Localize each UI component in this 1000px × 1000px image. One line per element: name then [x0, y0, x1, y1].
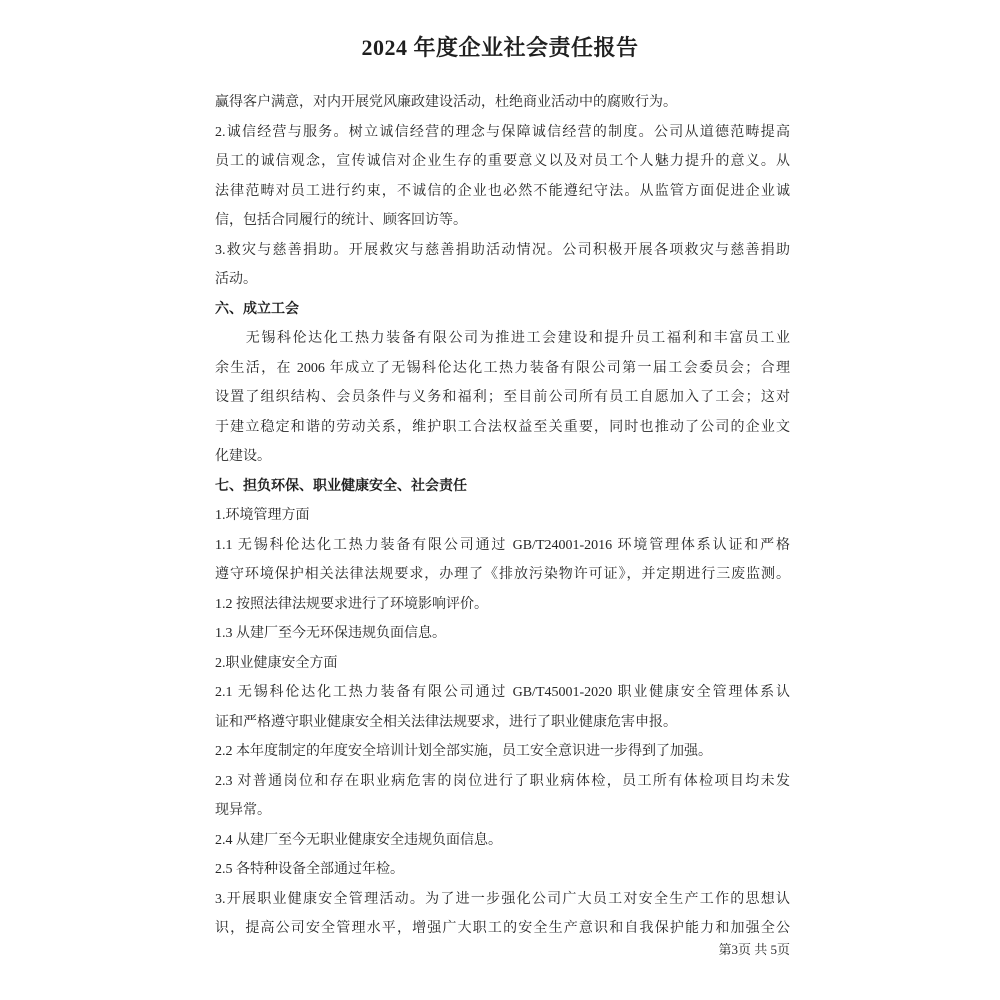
- text-line: 2.5 各特种设备全部通过年检。: [215, 862, 404, 877]
- text-line: 无锡科伦达化工热力装备有限公司为推进工会建设和提升员工福利和丰富员工业: [245, 331, 790, 346]
- text-line: 2.诚信经营与服务。树立诚信经营的理念与保障诚信经营的制度。公司从道德范畴提高: [215, 124, 790, 140]
- text-line: 六、成立工会: [215, 301, 299, 317]
- text-line: 1.3 从建厂至今无环保违规负面信息。: [215, 626, 446, 641]
- text-line: 活动。: [215, 272, 257, 287]
- text-line: 1.1 无锡科伦达化工热力装备有限公司通过 GB/T24001-2016 环境管理体系认证和严格: [215, 537, 790, 553]
- text-line: 余生活，在 2006 年成立了无锡科伦达化工热力装备有限公司第一届工会委员会；合理: [215, 360, 790, 376]
- text-line: 3.开展职业健康安全管理活动。为了进一步强化公司广大员工对安全生产工作的思想认: [215, 891, 790, 907]
- text-line: 识，提高公司安全管理水平，增强广大职工的安全生产意识和自我保护能力和加强全公: [215, 921, 790, 936]
- text-line: 赢得客户满意，对内开展党风廉政建设活动，杜绝商业活动中的腐败行为。: [215, 95, 677, 110]
- text-line: 证和严格遵守职业健康安全相关法律法规要求，进行了职业健康危害申报。: [215, 714, 677, 730]
- text-line: 信，包括合同履行的统计、顾客回访等。: [215, 213, 467, 228]
- text-line: 化建设。: [215, 449, 271, 464]
- text-line: 1.环境管理方面: [215, 508, 310, 523]
- text-line: 2.职业健康安全方面: [215, 655, 338, 671]
- text-line: 员工的诚信观念，宣传诚信对企业生存的重要意义以及对员工个人魅力提升的意义。从: [215, 154, 790, 169]
- text-line: 设置了组织结构、会员条件与义务和福利；至目前公司所有员工自愿加入了工会；这对: [215, 390, 790, 405]
- text-line: 1.2 按照法律法规要求进行了环境影响评价。: [215, 596, 488, 612]
- text-line: 法律范畴对员工进行约束，不诚信的企业也必然不能遵纪守法。从监管方面促进企业诚: [215, 183, 790, 199]
- text-line: 2.3 对普通岗位和存在职业病危害的岗位进行了职业病体检，员工所有体检项目均未发: [215, 773, 790, 789]
- document-body: [0, 88, 1000, 944]
- text-line: 于建立稳定和谐的劳动关系，维护职工合法权益至关重要，同时也推动了公司的企业文: [215, 419, 790, 435]
- text-line: 2.2 本年度制定的年度安全培训计划全部实施，员工安全意识进一步得到了加强。: [215, 744, 712, 759]
- text-line: 现异常。: [215, 803, 271, 818]
- text-line: 3.救灾与慈善捐助。开展救灾与慈善捐助活动情况。公司积极开展各项救灾与慈善捐助: [215, 242, 790, 258]
- text-line: 七、担负环保、职业健康安全、社会责任: [215, 478, 467, 494]
- text-line: 遵守环境保护相关法律法规要求，办理了《排放污染物许可证》，并定期进行三废监测。: [215, 567, 790, 582]
- page-number: 第3页 共 5页: [718, 942, 790, 957]
- text-line: 2.4 从建厂至今无职业健康安全违规负面信息。: [215, 832, 502, 848]
- document-title: 2024 年度企业社会责任报告: [361, 35, 639, 60]
- text-line: 2.1 无锡科伦达化工热力装备有限公司通过 GB/T45001-2020 职业健康安全管理体系认: [215, 685, 790, 700]
